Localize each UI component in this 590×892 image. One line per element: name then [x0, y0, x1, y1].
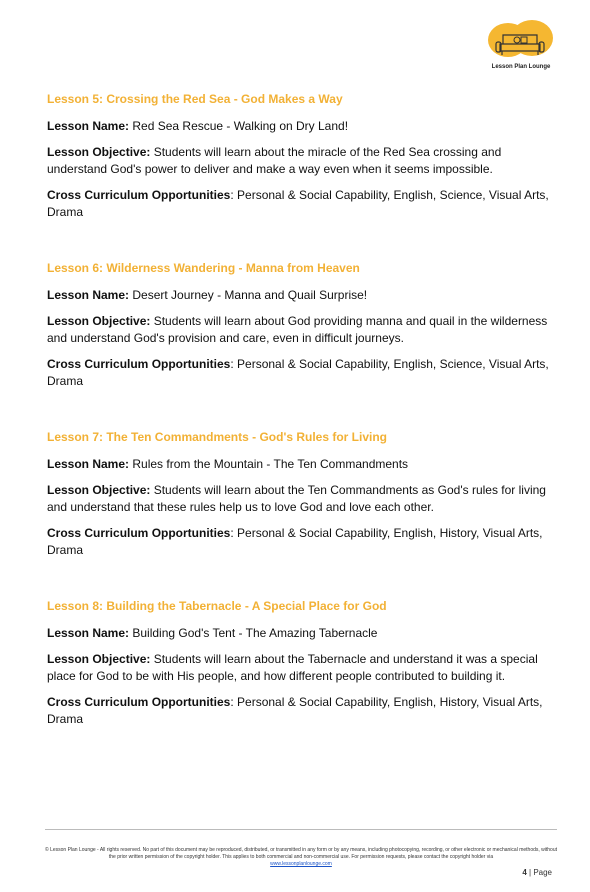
lesson-name — [47, 625, 557, 642]
label: Lesson Name: — [47, 119, 130, 133]
lesson-name — [47, 287, 557, 304]
value: Rules from the Mountain - The Ten Commandments — [129, 457, 409, 471]
value: : Personal & Social Capability, English, Science, Visual Arts, Drama — [47, 188, 549, 219]
lesson-7 — [47, 430, 557, 559]
value: Students will learn about the miracle of the Red Sea crossing and understand God's power to deliver and make a way even when it seems impossible. — [47, 145, 502, 176]
label: Lesson Objective: — [47, 652, 151, 666]
lesson-title: Lesson 5: Crossing the Red Sea - God Makes a Way — [47, 92, 343, 106]
label: Lesson Name: — [47, 626, 130, 640]
label: Lesson Name: — [47, 288, 130, 302]
page-number — [522, 868, 552, 877]
logo — [486, 20, 556, 74]
value: : Personal & Social Capability, English, Science, Visual Arts, Drama — [47, 357, 549, 388]
label: Cross Curriculum Opportunities — [47, 526, 231, 540]
page-number-value: 4 — [522, 868, 527, 877]
lesson-name — [47, 118, 557, 135]
value: : Personal & Social Capability, English, History, Visual Arts, Drama — [47, 526, 543, 557]
value: : Personal & Social Capability, English, History, Visual Arts, Drama — [47, 695, 543, 726]
value: Students will learn about the Ten Commandments as God's rules for living and understand that these rules help us to love God and love each other. — [47, 483, 546, 514]
lesson-title: Lesson 8: Building the Tabernacle - A Special Place for God — [47, 599, 387, 613]
value: Desert Journey - Manna and Quail Surprise! — [129, 288, 368, 302]
lesson-6 — [47, 261, 557, 390]
lesson-5 — [47, 92, 557, 221]
cross-curriculum — [47, 525, 557, 559]
value: Students will learn about the Tabernacle and understand it was a special place for God to be with His people, and how different people contributed to building it. — [47, 652, 538, 683]
value: Red Sea Rescue - Walking on Dry Land! — [129, 119, 349, 133]
cross-curriculum — [47, 187, 557, 221]
page-separator: | — [526, 868, 534, 877]
copyright-text: © Lesson Plan Lounge - All rights reserved. No part of this document may be reproduced, distributed, or transmitted in any form or by any means, including photocopying, recording, or other electronic or mechanical methods, without the prior written permission of the copyright holder. This applies to both commercial and non-commercial use. For permission requests, please contact the copyright holder via — [45, 847, 558, 860]
label: Cross Curriculum Opportunities — [47, 188, 231, 202]
label: Lesson Objective: — [47, 483, 151, 497]
lesson-name — [47, 456, 557, 473]
lesson-title: Lesson 6: Wilderness Wandering - Manna from Heaven — [47, 261, 360, 275]
label: Lesson Objective: — [47, 145, 151, 159]
value: Students will learn about God providing manna and quail in the wilderness and understand God's provision and care, even in difficult journeys. — [47, 314, 548, 345]
sofa-logo-icon — [486, 20, 556, 64]
cross-curriculum — [47, 356, 557, 390]
value: Building God's Tent - The Amazing Tabernacle — [129, 626, 378, 640]
lesson-title: Lesson 7: The Ten Commandments - God's Rules for Living — [47, 430, 388, 444]
lesson-objective — [47, 482, 557, 516]
label: Lesson Objective: — [47, 314, 151, 328]
cross-curriculum — [47, 694, 557, 728]
logo-text: Lesson Plan Lounge — [491, 64, 551, 70]
lesson-objective — [47, 313, 557, 347]
lesson-8 — [47, 599, 557, 728]
lesson-list — [47, 92, 557, 768]
lesson-objective — [47, 651, 557, 685]
label: Lesson Name: — [47, 457, 130, 471]
page-label: Page — [533, 868, 552, 877]
lesson-objective — [47, 144, 557, 178]
copyright-footer — [45, 847, 557, 868]
label: Cross Curriculum Opportunities — [47, 695, 231, 709]
footer-divider — [45, 829, 557, 830]
website-link[interactable]: www.lessonplanlounge.com — [270, 861, 332, 867]
label: Cross Curriculum Opportunities — [47, 357, 231, 371]
